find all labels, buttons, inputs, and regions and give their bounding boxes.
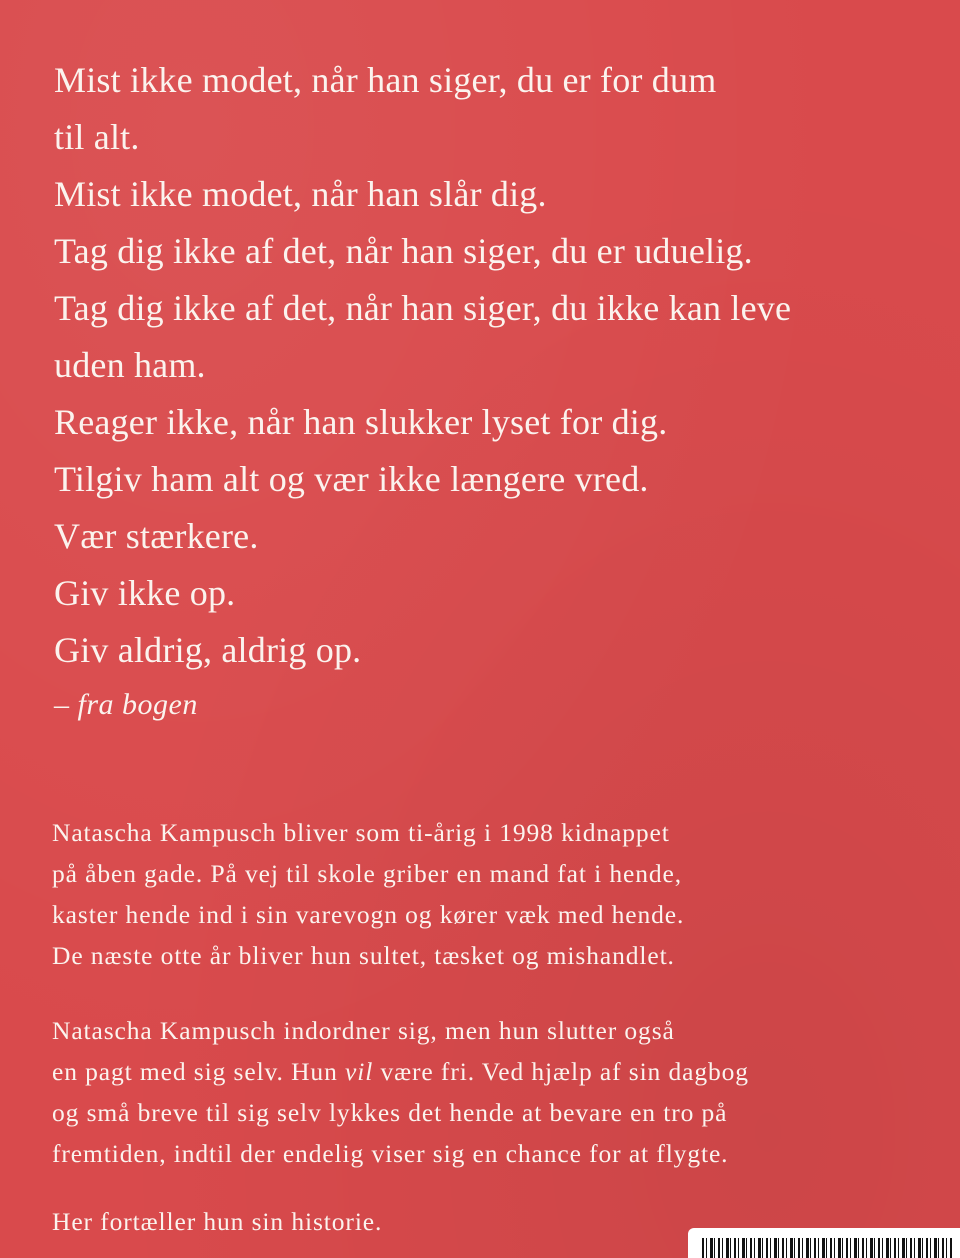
blurb-line: Natascha Kampusch bliver som ti-årig i 1998 kidnappet	[52, 818, 670, 847]
quote-line: Tag dig ikke af det, når han siger, du er uduelig.	[54, 231, 753, 271]
blurb-text: være fri. Ved hjælp af sin dagbog	[373, 1057, 749, 1086]
barcode-sticker	[688, 1228, 960, 1258]
blurb-emphasis: vil	[345, 1057, 374, 1086]
blurb-line: De næste otte år bliver hun sultet, tæsket og mishandlet.	[52, 941, 675, 970]
quote-line: Reager ikke, når han slukker lyset for dig.	[54, 402, 668, 442]
blurb-line	[52, 1051, 932, 1092]
blurb-paragraph-2	[52, 1010, 932, 1174]
quote-line: til alt.	[54, 117, 140, 157]
blurb-line: og små breve til sig selv lykkes det hende at bevare en tro på	[52, 1098, 728, 1127]
quote-attribution: – fra bogen	[54, 688, 198, 721]
blurb-text: en pagt med sig selv. Hun	[52, 1057, 345, 1086]
blurb-line: fremtiden, indtil der endelig viser sig en chance for at flygte.	[52, 1139, 729, 1168]
quote-line: Giv aldrig, aldrig op.	[54, 630, 362, 670]
quote-line: Giv ikke op.	[54, 573, 236, 613]
blurb-paragraph-1	[52, 812, 932, 976]
quote-line: Vær stærkere.	[54, 516, 259, 556]
quote-line: uden ham.	[54, 345, 206, 385]
quote-line: Tilgiv ham alt og vær ikke længere vred.	[54, 459, 649, 499]
blurb-line: Her fortæller hun sin historie.	[52, 1207, 383, 1236]
quote-line: Mist ikke modet, når han siger, du er for dum	[54, 60, 717, 100]
barcode-icon	[702, 1238, 952, 1258]
quote-line: Tag dig ikke af det, når han siger, du ikke kan leve	[54, 288, 792, 328]
quote-block	[54, 52, 934, 679]
blurb-line: Natascha Kampusch indordner sig, men hun slutter også	[52, 1016, 675, 1045]
blurb-line: kaster hende ind i sin varevogn og kører væk med hende.	[52, 900, 685, 929]
blurb-line: på åben gade. På vej til skole griber en mand fat i hende,	[52, 859, 682, 888]
quote-line: Mist ikke modet, når han slår dig.	[54, 174, 547, 214]
